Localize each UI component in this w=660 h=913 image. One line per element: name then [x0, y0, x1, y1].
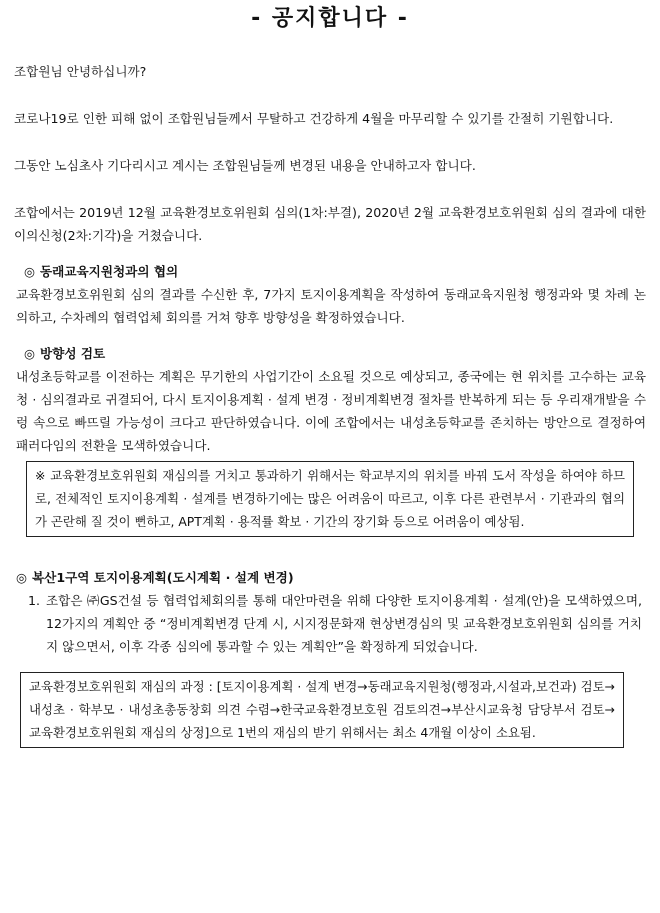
page-title: - 공지합니다 -	[251, 6, 409, 31]
numbered-item-1	[14, 589, 646, 658]
section-heading-land-use	[14, 567, 646, 589]
note-box-process: 교육환경보호위원회 재심의 과정 : [토지이용계획 · 설계 변경→동래교육지원청(행정과,시설과,보건과) 검토→내성초 · 학부모 · 내성초총동창회 의견 수렴→한국교육환경보호원 검토의견→부산시교육청 담당부서 검토→교육환경보호위원회 재심의 상정]으로 1번의 재심의 받기 위해서는 최소 4개월 이상이 소요됨.	[20, 672, 624, 748]
section-heading-text: 방향성 검토	[40, 346, 106, 361]
double-circle-bullet-icon: ◎	[16, 570, 27, 585]
greeting: 조합원님 안녕하십니까?	[14, 64, 147, 79]
double-circle-bullet-icon: ◎	[24, 346, 35, 361]
double-circle-bullet-icon: ◎	[24, 264, 35, 279]
paragraph-intro: 그동안 노심초사 기다리시고 계시는 조합원님들께 변경된 내용을 안내하고자 합니다.	[14, 158, 476, 173]
section-heading-text: 복산1구역 토지이용계획(도시계획 · 설계 변경)	[32, 570, 294, 585]
paragraph-history: 조합에서는 2019년 12월 교육환경보호위원회 심의(1차:부결), 2020년 2월 교육환경보호위원회 심의 결과에 대한 이의신청(2차:기각)을 거쳤습니다.	[14, 205, 646, 243]
section-heading-consultation	[14, 261, 646, 283]
section-body-direction: 내성초등학교를 이전하는 계획은 무기한의 사업기간이 소요될 것으로 예상되고, 종국에는 현 위치를 고수하는 교육청 · 심의결과로 귀결되어, 다시 토지이용계획 · 설계 변경 · 정비계획변경 절차를 반복하게 되는 등 우리재개발을 수렁 속으로 빠뜨릴 가능성이 크다고 판단하였습니다. 이에 조합에서는 내성초등학교를 존치하는 방안으로 결정하여 패러다임의 전환을 모색하였습니다.	[16, 369, 646, 453]
section-heading-text: 동래교육지원청과의 협의	[40, 264, 179, 279]
section-body-consultation: 교육환경보호위원회 심의 결과를 수신한 후, 7가지 토지이용계획을 작성하여 동래교육지원청 행정과와 몇 차례 논의하고, 수차례의 협력업체 회의를 거쳐 향후 방향성을 확정하였습니다.	[16, 287, 646, 325]
note-box-reexamination: ※ 교육환경보호위원회 재심의를 거치고 통과하기 위해서는 학교부지의 위치를 바꿔 도서 작성을 하여야 하므로, 전체적인 토지이용계획 · 설계를 변경하기에는 많은 어려움이 따르고, 이후 다른 관련부서 · 기관과의 협의가 곤란해 질 것이 뻔하고, APT계획 · 용적률 확보 · 기간의 장기화 등으로 어려움이 예상됨.	[26, 461, 634, 537]
item-number: 1.	[27, 593, 40, 608]
item-body: 조합은 ㈜GS건설 등 협력업체회의를 통해 대안마련을 위해 다양한 토지이용계획 · 설계(안)을 모색하였으며, 12가지의 계획안 중 “정비계획변경 단계 시, 시지정문화재 현상변경심의 및 교육환경보호위원회 심의를 거치지 않으면서, 이후 각종 심의에 통과할 수 있는 계획안”을 확정하게 되었습니다.	[46, 593, 642, 654]
section-heading-direction	[14, 343, 646, 365]
paragraph-covid: 코로나19로 인한 피해 없이 조합원님들께서 무탈하고 건강하게 4월을 마무리할 수 있기를 간절히 기원합니다.	[14, 111, 614, 126]
